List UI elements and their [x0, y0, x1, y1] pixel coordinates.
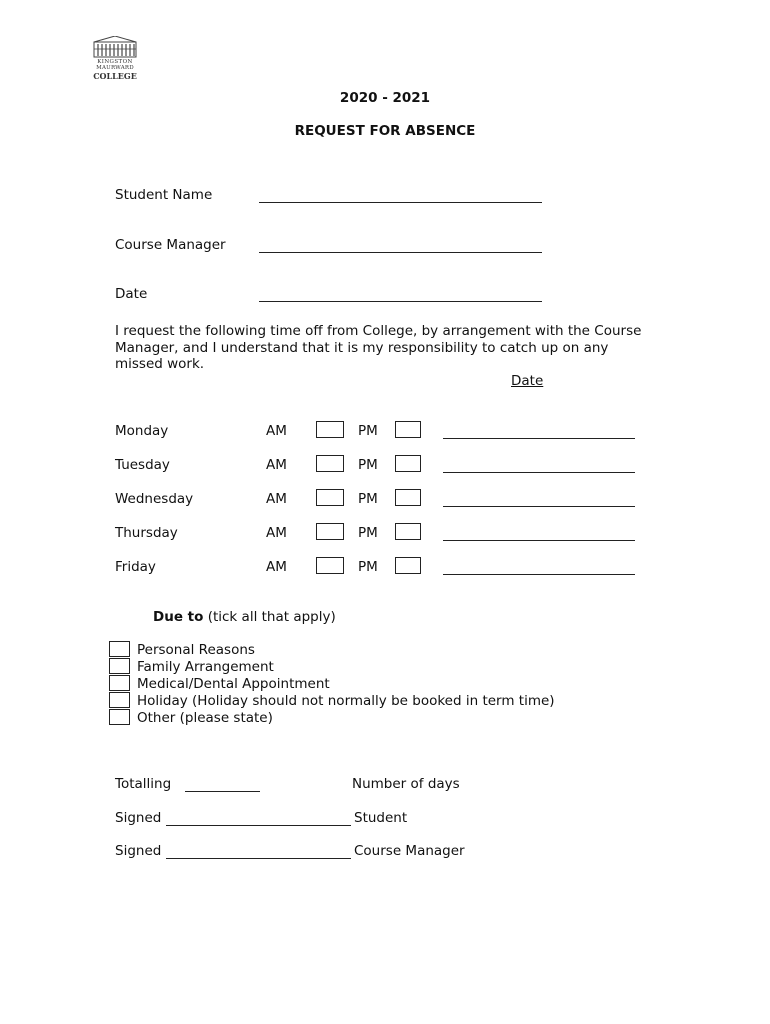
day-label: Tuesday [115, 457, 170, 473]
date-label: Date [115, 286, 148, 302]
day-label: Thursday [115, 525, 178, 541]
student-name-label: Student Name [115, 187, 213, 203]
reasons-heading [153, 609, 336, 626]
signed-label: Signed [115, 810, 162, 826]
logo-line-3: COLLEGE [93, 71, 137, 81]
tuesday-pm-checkbox[interactable] [395, 455, 421, 472]
college-logo [93, 36, 137, 82]
medical-dental-checkbox[interactable] [109, 675, 130, 691]
logo-line-1: KINGSTON [97, 59, 133, 65]
thursday-am-checkbox[interactable] [316, 523, 344, 540]
number-of-days-label: Number of days [352, 776, 460, 792]
wednesday-date-field[interactable] [443, 506, 635, 507]
other-checkbox[interactable] [109, 709, 130, 725]
totalling-label: Totalling [115, 776, 172, 792]
building-icon [93, 36, 137, 58]
pm-label: PM [358, 457, 378, 473]
course-manager-label: Course Manager [115, 237, 226, 253]
pm-label: PM [358, 559, 378, 575]
am-label: AM [266, 423, 287, 439]
course-manager-field[interactable] [259, 252, 542, 253]
tuesday-date-field[interactable] [443, 472, 635, 473]
family-arrangement-checkbox[interactable] [109, 658, 130, 674]
day-label: Friday [115, 559, 156, 575]
reason-label: Personal Reasons [137, 642, 255, 658]
date-column-heading: Date [511, 373, 544, 389]
wednesday-am-checkbox[interactable] [316, 489, 344, 506]
statement-line-3: missed work. [115, 356, 205, 372]
thursday-pm-checkbox[interactable] [395, 523, 421, 540]
student-role-label: Student [354, 810, 408, 826]
friday-am-checkbox[interactable] [316, 557, 344, 574]
totalling-field[interactable] [185, 791, 260, 792]
personal-reasons-checkbox[interactable] [109, 641, 130, 657]
reason-label: Family Arrangement [137, 659, 274, 675]
signed-label: Signed [115, 843, 162, 859]
day-label: Monday [115, 423, 169, 439]
am-label: AM [266, 457, 287, 473]
monday-pm-checkbox[interactable] [395, 421, 421, 438]
manager-role-label: Course Manager [354, 843, 465, 859]
day-label: Wednesday [115, 491, 194, 507]
wednesday-pm-checkbox[interactable] [395, 489, 421, 506]
am-label: AM [266, 491, 287, 507]
pm-label: PM [358, 491, 378, 507]
reason-label: Medical/Dental Appointment [137, 676, 330, 692]
pm-label: PM [358, 423, 378, 439]
reason-label: Other (please state) [137, 710, 273, 726]
logo-line-2: MAURWARD [96, 65, 134, 71]
reasons-heading-bold: Due to [153, 609, 204, 625]
statement-line-2: Manager, and I understand that it is my responsibility to catch up on any [115, 340, 609, 356]
am-label: AM [266, 525, 287, 541]
pm-label: PM [358, 525, 378, 541]
academic-year: 2020 - 2021 [339, 90, 431, 106]
friday-date-field[interactable] [443, 574, 635, 575]
tuesday-am-checkbox[interactable] [316, 455, 344, 472]
thursday-date-field[interactable] [443, 540, 635, 541]
date-field[interactable] [259, 301, 542, 302]
reason-label: Holiday (Holiday should not normally be booked in term time) [137, 693, 555, 709]
holiday-checkbox[interactable] [109, 692, 130, 708]
student-signature-field[interactable] [166, 825, 351, 826]
student-name-field[interactable] [259, 202, 542, 203]
manager-signature-field[interactable] [166, 858, 351, 859]
statement-line-1: I request the following time off from College, by arrangement with the Course [115, 323, 642, 339]
monday-date-field[interactable] [443, 438, 635, 439]
friday-pm-checkbox[interactable] [395, 557, 421, 574]
form-title: REQUEST FOR ABSENCE [294, 123, 476, 139]
reasons-heading-note: (tick all that apply) [207, 609, 336, 625]
am-label: AM [266, 559, 287, 575]
monday-am-checkbox[interactable] [316, 421, 344, 438]
